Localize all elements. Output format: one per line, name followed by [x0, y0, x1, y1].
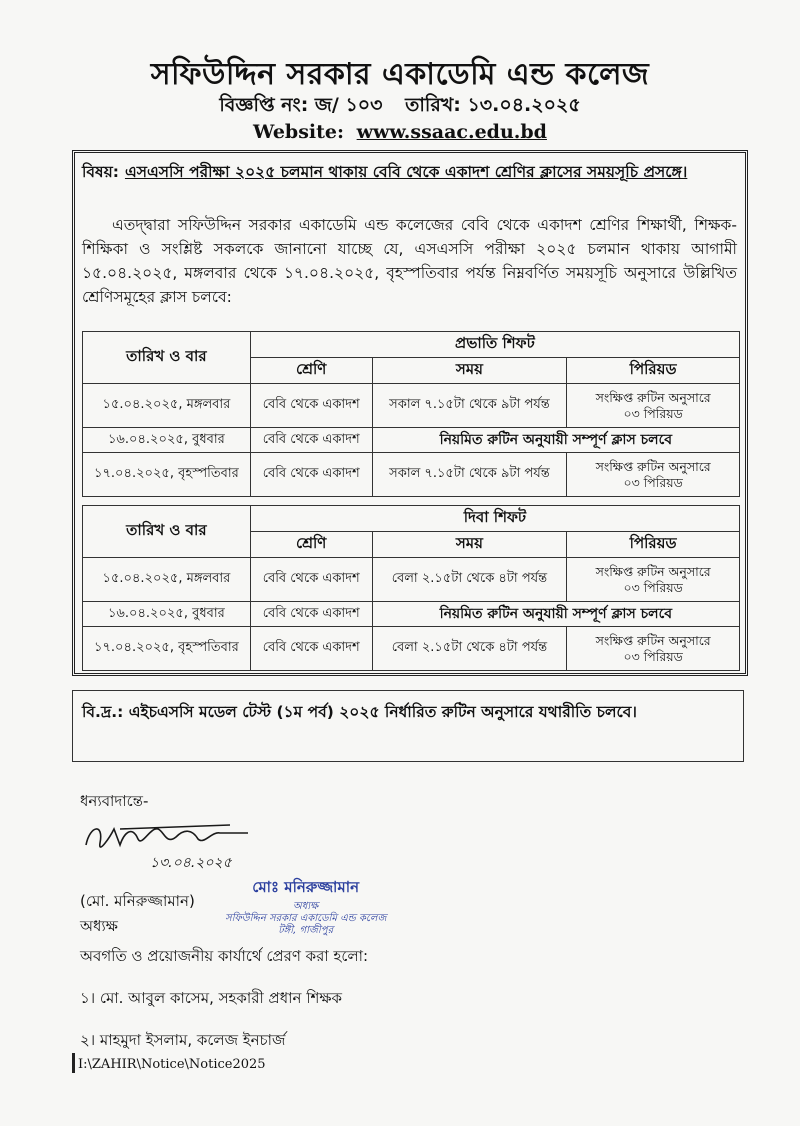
row-period [567, 453, 740, 497]
row-full-class-note: নিয়মিত রুটিন অনুযায়ী সম্পূর্ণ ক্লাস চলবে [372, 602, 739, 627]
institution-title: সফিউদ্দিন সরকার একাডেমি এন্ড কলেজ [150, 57, 650, 92]
table-row [83, 602, 740, 627]
seal-location: টঙ্গী, গাজীপুর [278, 925, 334, 936]
row-class: বেবি থেকে একাদশ [250, 602, 372, 627]
period-count: ০৩ পিরিয়ড [623, 405, 683, 421]
seal-title: অধ্যক্ষ [293, 901, 319, 912]
date-header: তারিখ ও বার [83, 506, 251, 558]
row-class: বেবি থেকে একাদশ [250, 428, 372, 453]
date-header: তারিখ ও বার [83, 332, 251, 384]
row-time: বেলা ২.১৫টা থেকে ৪টা পর্যন্ত [372, 627, 567, 671]
subject-line [82, 160, 737, 184]
official-seal [225, 876, 386, 937]
row-date: ১৭.০৪.২০২৫, বৃহস্পতিবার [83, 627, 251, 671]
notice-date: তারিখ: ১৩.০৪.২০২৫ [405, 94, 581, 116]
row-date: ১৫.০৪.২০২৫, মঙ্গলবার [83, 558, 251, 602]
table-row [83, 453, 740, 497]
time-header: সময় [372, 358, 567, 384]
time-header: সময় [372, 532, 567, 558]
period-header: পিরিয়ড [567, 358, 740, 384]
period-count: ০৩ পিরিয়ড [623, 474, 683, 490]
period-text: সংক্ষিপ্ত রুটিন অনুসারে [595, 563, 711, 579]
body-paragraph: এতদ্দ্বারা সফিউদ্দিন সরকার একাডেমি এন্ড কলেজের বেবি থেকে একাদশ শ্রেণির শিক্ষার্থী, শিক্ষক-শিক্ষিকা ও সংশ্লিষ্ট সকলকে জানানো যাচ্ছে যে, এসএসসি পরীক্ষা ২০২৫ চলমান থাকায় আগামী ১৫.০৪.২০২৫, মঙ্গলবার থেকে ১৭.০৪.২০২৫, বৃহস্পতিবার পর্যন্ত নিম্নবর্ণিত সময়সূচি অনুসারে উল্লিখিত শ্রেণিসমূহের ক্লাস চলবে: [82, 216, 737, 306]
period-count: ০৩ পিরিয়ড [623, 579, 683, 595]
row-class: বেবি থেকে একাদশ [250, 558, 372, 602]
notice-number: বিজ্ঞপ্তি নং: জ/ ১০৩ [219, 94, 383, 116]
row-time: বেলা ২.১৫টা থেকে ৪টা পর্যন্ত [372, 558, 567, 602]
cc-item: ১। মো. আবুল কাসেম, সহকারী প্রধান শিক্ষক [80, 989, 343, 1007]
row-period [567, 384, 740, 428]
signature-date: ১৩.০৪.২০২৫ [150, 855, 232, 871]
table-row [83, 428, 740, 453]
file-path: I:\ZAHIR\Notice\Notice2025 [78, 1057, 266, 1072]
footer-divider [72, 1053, 75, 1073]
period-text: সংক্ষিপ্ত রুটিন অনুসারে [595, 389, 711, 405]
seal-institution: সফিউদ্দিন সরকার একাডেমি এন্ড কলেজ [225, 913, 387, 924]
row-class: বেবি থেকে একাদশ [250, 384, 372, 428]
signatory-designation: অধ্যক্ষ [80, 917, 118, 935]
subject-label: বিষয়: [82, 163, 119, 181]
table-row [83, 384, 740, 428]
website-link[interactable]: www.ssaac.edu.bd [356, 121, 547, 143]
morning-shift-table [82, 331, 740, 497]
row-class: বেবি থেকে একাদশ [250, 627, 372, 671]
class-header: শ্রেণি [250, 532, 372, 558]
row-date: ১৬.০৪.২০২৫, বুধবার [83, 602, 251, 627]
row-date: ১৫.০৪.২০২৫, মঙ্গলবার [83, 384, 251, 428]
subject-text: এসএসসি পরীক্ষা ২০২৫ চলমান থাকায় বেবি থেকে একাদশ শ্রেণির ক্লাসের সময়সূচি প্রসঙ্গে। [124, 163, 688, 181]
row-period [567, 558, 740, 602]
row-period [567, 627, 740, 671]
table-row [83, 627, 740, 671]
row-full-class-note: নিয়মিত রুটিন অনুযায়ী সম্পূর্ণ ক্লাস চলবে [372, 428, 739, 453]
closing-thanks: ধন্যবাদান্তে- [80, 792, 149, 810]
period-text: সংক্ষিপ্ত রুটিন অনুসারে [595, 632, 711, 648]
notice-line [0, 91, 800, 123]
website-line [0, 121, 800, 143]
class-header: শ্রেণি [250, 358, 372, 384]
note-text: বি.দ্র.: এইচএসসি মডেল টেস্ট (১ম পর্ব) ২০২৫ নির্ধারিত রুটিন অনুসারে যথারীতি চলবে। [82, 703, 637, 721]
signature [80, 815, 280, 879]
shift-header: দিবা শিফট [250, 506, 739, 532]
cc-item: ২। মাহমুদা ইসলাম, কলেজ ইনচার্জ [80, 1031, 286, 1049]
row-time: সকাল ৭.১৫টা থেকে ৯টা পর্যন্ত [372, 453, 567, 497]
signatory-name: (মো. মনিরুজ্জামান) [80, 892, 195, 910]
period-header: পিরিয়ড [567, 532, 740, 558]
row-class: বেবি থেকে একাদশ [250, 453, 372, 497]
row-date: ১৭.০৪.২০২৫, বৃহস্পতিবার [83, 453, 251, 497]
period-count: ০৩ পিরিয়ড [623, 648, 683, 664]
shift-header: প্রভাতি শিফট [250, 332, 739, 358]
day-shift-table [82, 505, 740, 671]
table-row [83, 558, 740, 602]
period-text: সংক্ষিপ্ত রুটিন অনুসারে [595, 458, 711, 474]
row-date: ১৬.০৪.২০২৫, বুধবার [83, 428, 251, 453]
row-time: সকাল ৭.১৫টা থেকে ৯টা পর্যন্ত [372, 384, 567, 428]
seal-name: মোঃ মনিরুজ্জামান [252, 878, 360, 896]
cc-intro: অবগতি ও প্রয়োজনীয় কার্যার্থে প্রেরণ করা হলো: [80, 947, 369, 965]
website-label: Website: [253, 121, 344, 143]
